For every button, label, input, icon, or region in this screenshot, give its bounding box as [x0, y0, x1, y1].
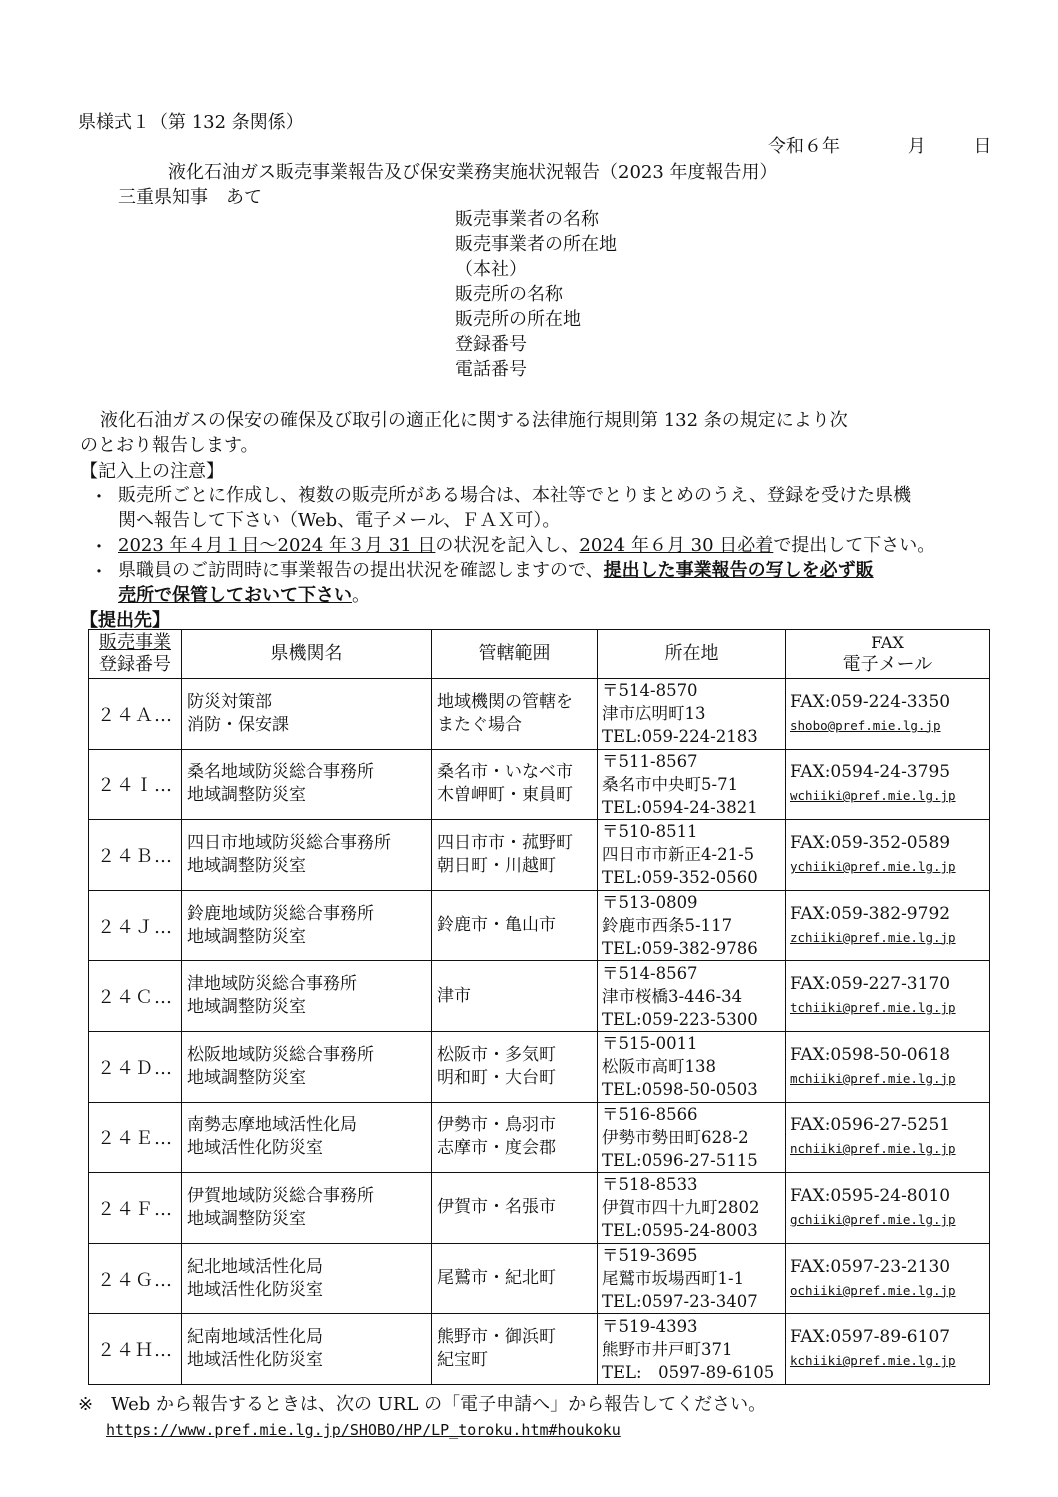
postal-code: 〒511-8567: [602, 751, 698, 771]
registration-code: ２４Ｄ…: [89, 1031, 182, 1102]
street-address: 松阪市高町138: [602, 1057, 716, 1077]
area-line-2: 明和町・大台町: [437, 1067, 556, 1088]
area-line-2: 紀宝町: [437, 1350, 488, 1371]
telephone: TEL:0596-27-5115: [602, 1150, 758, 1170]
area-line-1: 津市: [437, 985, 471, 1006]
area-line-2: 志摩市・度会郡: [437, 1138, 556, 1159]
table-row: [89, 749, 990, 820]
area-line-1: 松阪市・多気町: [437, 1044, 556, 1065]
header-address: 所在地: [598, 630, 786, 679]
agency-name: 松阪地域防災総合事務所: [187, 1044, 374, 1065]
street-address: 鈴鹿市西条5-117: [602, 916, 733, 936]
note-1-line-2: 関へ報告して下さい（Web、電子メール、ＦＡＸ可）。: [118, 510, 561, 531]
contact-cell: [786, 1031, 990, 1102]
agency-cell: [182, 1031, 432, 1102]
postal-code: 〒518-8533: [602, 1175, 698, 1195]
document-title: 液化石油ガス販売事業報告及び保安業務実施状況報告（2023 年度報告用）: [168, 162, 778, 183]
email-link[interactable]: ychiiki@pref.mie.lg.jp: [790, 858, 956, 874]
address-cell: [598, 890, 786, 961]
header-area: 管轄範囲: [432, 630, 598, 679]
address-cell: [598, 1243, 786, 1314]
address-cell: [598, 1102, 786, 1173]
note-2-period: 2023 年４月１日～2024 年３月 31 日: [118, 535, 436, 556]
note-3: [118, 558, 988, 608]
email-link[interactable]: zchiiki@pref.mie.lg.jp: [790, 929, 956, 945]
postal-code: 〒519-3695: [602, 1246, 698, 1266]
area-cell: [432, 1243, 598, 1314]
contact-cell: [786, 1102, 990, 1173]
area-cell: [432, 679, 598, 750]
registration-code: ２４Ｃ…: [89, 961, 182, 1032]
form-number: 県様式１（第 132 条関係）: [78, 112, 304, 133]
table-header-row: [89, 630, 990, 679]
registration-code: ２４Ｇ…: [89, 1243, 182, 1314]
address-cell: [598, 1031, 786, 1102]
agency-section: 地域調整防災室: [187, 785, 306, 806]
area-line-1: 尾鷲市・紀北町: [437, 1268, 556, 1289]
agency-name: 南勢志摩地域活性化局: [187, 1115, 357, 1136]
agency-cell: [182, 1102, 432, 1173]
address-cell: [598, 1173, 786, 1244]
email-link[interactable]: mchiiki@pref.mie.lg.jp: [790, 1070, 956, 1086]
note-2-tail: で提出して下さい。: [773, 535, 936, 556]
address-cell: [598, 679, 786, 750]
postal-code: 〒514-8570: [602, 681, 698, 701]
postal-code: 〒516-8566: [602, 1104, 698, 1124]
area-line-1: 鈴鹿市・亀山市: [437, 915, 556, 936]
agency-cell: [182, 820, 432, 891]
table-row: [89, 679, 990, 750]
footer-url-link[interactable]: [106, 1420, 621, 1439]
applicant-field: 販売所の名称: [455, 284, 563, 305]
fax-number: FAX:0597-23-2130: [790, 1256, 951, 1277]
note-1: [118, 483, 988, 533]
email-link[interactable]: shobo@pref.mie.lg.jp: [790, 717, 941, 733]
area-cell: [432, 1173, 598, 1244]
street-address: 伊賀市四十九町2802: [602, 1198, 760, 1218]
agency-cell: [182, 1243, 432, 1314]
area-cell: [432, 961, 598, 1032]
contact-cell: [786, 679, 990, 750]
street-address: 熊野市井戸町371: [602, 1339, 733, 1359]
area-line-2: 木曽岬町・東員町: [437, 785, 573, 806]
fax-number: FAX:0596-27-5251: [790, 1115, 951, 1136]
agency-name: 紀北地域活性化局: [187, 1256, 323, 1277]
area-line-1: 伊賀市・名張市: [437, 1197, 556, 1218]
contact-cell: [786, 1243, 990, 1314]
fax-number: FAX:0594-24-3795: [790, 762, 951, 783]
table-row: [89, 1243, 990, 1314]
fax-number: FAX:0598-50-0618: [790, 1044, 951, 1065]
registration-code: ２４Ｂ…: [89, 820, 182, 891]
area-line-1: 地域機関の管轄を: [437, 691, 573, 712]
street-address: 四日市市新正4-21-5: [602, 845, 755, 865]
postal-code: 〒513-0809: [602, 893, 698, 913]
agency-section: 地域活性化防災室: [187, 1279, 323, 1300]
email-link[interactable]: ochiiki@pref.mie.lg.jp: [790, 1282, 956, 1298]
registration-code: ２４Ｈ…: [89, 1314, 182, 1385]
bullet-icon: ・: [90, 562, 108, 583]
table-row: [89, 890, 990, 961]
table-row: [89, 1173, 990, 1244]
agency-cell: [182, 679, 432, 750]
table-row: [89, 1102, 990, 1173]
area-cell: [432, 890, 598, 961]
agency-name: 伊賀地域防災総合事務所: [187, 1185, 374, 1206]
contact-cell: [786, 961, 990, 1032]
area-line-1: 熊野市・御浜町: [437, 1327, 556, 1348]
registration-code: ２４Ｊ…: [89, 890, 182, 961]
telephone: TEL:0598-50-0503: [602, 1080, 758, 1100]
area-cell: [432, 749, 598, 820]
agency-section: 消防・保安課: [187, 714, 289, 735]
fax-number: FAX:0595-24-8010: [790, 1185, 951, 1206]
applicant-fields: [455, 207, 617, 382]
registration-code: ２４Ａ…: [89, 679, 182, 750]
area-line-2: またぐ場合: [437, 714, 522, 735]
note-3-emphasis-cont: 売所で保管しておいて下さい: [118, 585, 352, 606]
area-line-2: 朝日町・川越町: [437, 855, 556, 876]
street-address: 桑名市中央町5-71: [602, 774, 739, 794]
table-row: [89, 961, 990, 1032]
area-cell: [432, 1314, 598, 1385]
contact-cell: [786, 890, 990, 961]
agency-cell: [182, 749, 432, 820]
telephone: TEL:059-382-9786: [602, 939, 758, 959]
fax-number: FAX:059-382-9792: [790, 903, 951, 924]
contact-cell: [786, 820, 990, 891]
telephone: TEL:0595-24-8003: [602, 1221, 758, 1241]
agency-cell: [182, 890, 432, 961]
footer-url[interactable]: https://www.pref.mie.lg.jp/SHOBO/HP/LP_toroku.htm#houkoku: [106, 1421, 621, 1439]
contact-cell: [786, 749, 990, 820]
email-link[interactable]: kchiiki@pref.mie.lg.jp: [790, 1353, 956, 1369]
street-address: 伊勢市勢田町628-2: [602, 1127, 749, 1147]
bullet-icon: ・: [90, 537, 108, 558]
date-era-year: 令和６年: [768, 136, 840, 157]
agency-cell: [182, 1314, 432, 1385]
telephone: TEL:059-352-0560: [602, 868, 758, 888]
intro-line-1: 液化石油ガスの保安の確保及び取引の適正化に関する法律施行規則第 132 条の規定により次: [100, 410, 848, 431]
telephone: TEL:0597-23-3407: [602, 1292, 758, 1312]
postal-code: 〒510-8511: [602, 822, 698, 842]
contact-cell: [786, 1314, 990, 1385]
agency-section: 地域調整防災室: [187, 1067, 306, 1088]
area-cell: [432, 1031, 598, 1102]
applicant-field: 販売事業者の名称: [455, 209, 599, 230]
applicant-field: 電話番号: [455, 359, 527, 380]
fax-number: FAX:059-352-0589: [790, 832, 951, 853]
agency-section: 地域調整防災室: [187, 855, 306, 876]
agency-section: 地域調整防災室: [187, 1208, 306, 1229]
applicant-field: 販売所の所在地: [455, 309, 581, 330]
registration-code: ２４Ｉ…: [89, 749, 182, 820]
date-line: [768, 132, 991, 158]
header-registration-number: 販売事業 登録番号: [89, 630, 182, 679]
email-link[interactable]: wchiiki@pref.mie.lg.jp: [790, 788, 956, 804]
agency-section: 地域活性化防災室: [187, 1138, 323, 1159]
area-line-1: 四日市市・菰野町: [437, 832, 573, 853]
intro-line-2: のとおり報告します。: [80, 435, 259, 456]
note-3-text: 県職員のご訪問時に事業報告の提出状況を確認しますので、: [118, 560, 604, 581]
addressee: 三重県知事 あて: [118, 187, 262, 208]
fax-number: FAX:059-227-3170: [790, 974, 951, 995]
bullet-icon: ・: [90, 487, 108, 508]
agency-name: 津地域防災総合事務所: [187, 974, 357, 995]
area-line-1: 桑名市・いなべ市: [437, 762, 573, 783]
telephone: TEL:059-224-2183: [602, 727, 758, 747]
email-link[interactable]: gchiiki@pref.mie.lg.jp: [790, 1211, 956, 1227]
table-row: [89, 820, 990, 891]
table-row: [89, 1314, 990, 1385]
agency-name: 防災対策部: [187, 691, 272, 712]
street-address: 津市広明町13: [602, 704, 706, 724]
agency-name: 四日市地域防災総合事務所: [187, 832, 391, 853]
postal-code: 〒514-8567: [602, 963, 698, 983]
email-link[interactable]: nchiiki@pref.mie.lg.jp: [790, 1141, 956, 1157]
fax-number: FAX:0597-89-6107: [790, 1327, 951, 1348]
applicant-field: 登録番号: [455, 334, 527, 355]
note-2: [118, 533, 988, 558]
destination-table: [88, 629, 990, 1385]
area-line-1: 伊勢市・鳥羽市: [437, 1115, 556, 1136]
postal-code: 〒519-4393: [602, 1316, 698, 1336]
date-month: 月: [907, 136, 926, 157]
street-address: 尾鷲市坂場西町1-1: [602, 1269, 745, 1289]
telephone: TEL: 0597-89-6105: [602, 1362, 775, 1382]
footer-note: ※ Web から報告するときは、次の URL の「電子申請へ」から報告してください。: [78, 1394, 767, 1415]
email-link[interactable]: tchiiki@pref.mie.lg.jp: [790, 1000, 956, 1016]
agency-name: 鈴鹿地域防災総合事務所: [187, 903, 374, 924]
agency-cell: [182, 961, 432, 1032]
agency-name: 紀南地域活性化局: [187, 1327, 323, 1348]
postal-code: 〒515-0011: [602, 1034, 698, 1054]
area-cell: [432, 820, 598, 891]
note-3-tail: 。: [352, 585, 370, 606]
note-2-text: の状況を記入し、: [435, 535, 580, 556]
agency-name: 桑名地域防災総合事務所: [187, 762, 374, 783]
note-1-line-1: 販売所ごとに作成し、複数の販売所がある場合は、本社等でとりまとめのうえ、登録を受けた県機: [118, 485, 912, 506]
header-agency: 県機関名: [182, 630, 432, 679]
destination-heading: 【提出先】: [80, 610, 170, 631]
date-day: 日: [973, 136, 992, 157]
address-cell: [598, 961, 786, 1032]
street-address: 津市桜橋3-446-34: [602, 986, 743, 1006]
applicant-field: （本社）: [455, 259, 527, 280]
agency-section: 地域活性化防災室: [187, 1350, 323, 1371]
note-2-deadline: 2024 年６月 30 日必着: [579, 535, 774, 556]
address-cell: [598, 1314, 786, 1385]
header-contact: FAX 電子メール: [786, 630, 990, 679]
applicant-field: 販売事業者の所在地: [455, 234, 617, 255]
agency-section: 地域調整防災室: [187, 997, 306, 1018]
address-cell: [598, 749, 786, 820]
telephone: TEL:059-223-5300: [602, 1009, 758, 1029]
notes-heading: 【記入上の注意】: [80, 461, 224, 482]
telephone: TEL:0594-24-3821: [602, 797, 758, 817]
fax-number: FAX:059-224-3350: [790, 691, 951, 712]
area-cell: [432, 1102, 598, 1173]
table-row: [89, 1031, 990, 1102]
registration-code: ２４Ｅ…: [89, 1102, 182, 1173]
address-cell: [598, 820, 786, 891]
note-3-emphasis: 提出した事業報告の写しを必ず販: [603, 560, 874, 581]
contact-cell: [786, 1173, 990, 1244]
registration-code: ２４Ｆ…: [89, 1173, 182, 1244]
agency-cell: [182, 1173, 432, 1244]
agency-section: 地域調整防災室: [187, 926, 306, 947]
